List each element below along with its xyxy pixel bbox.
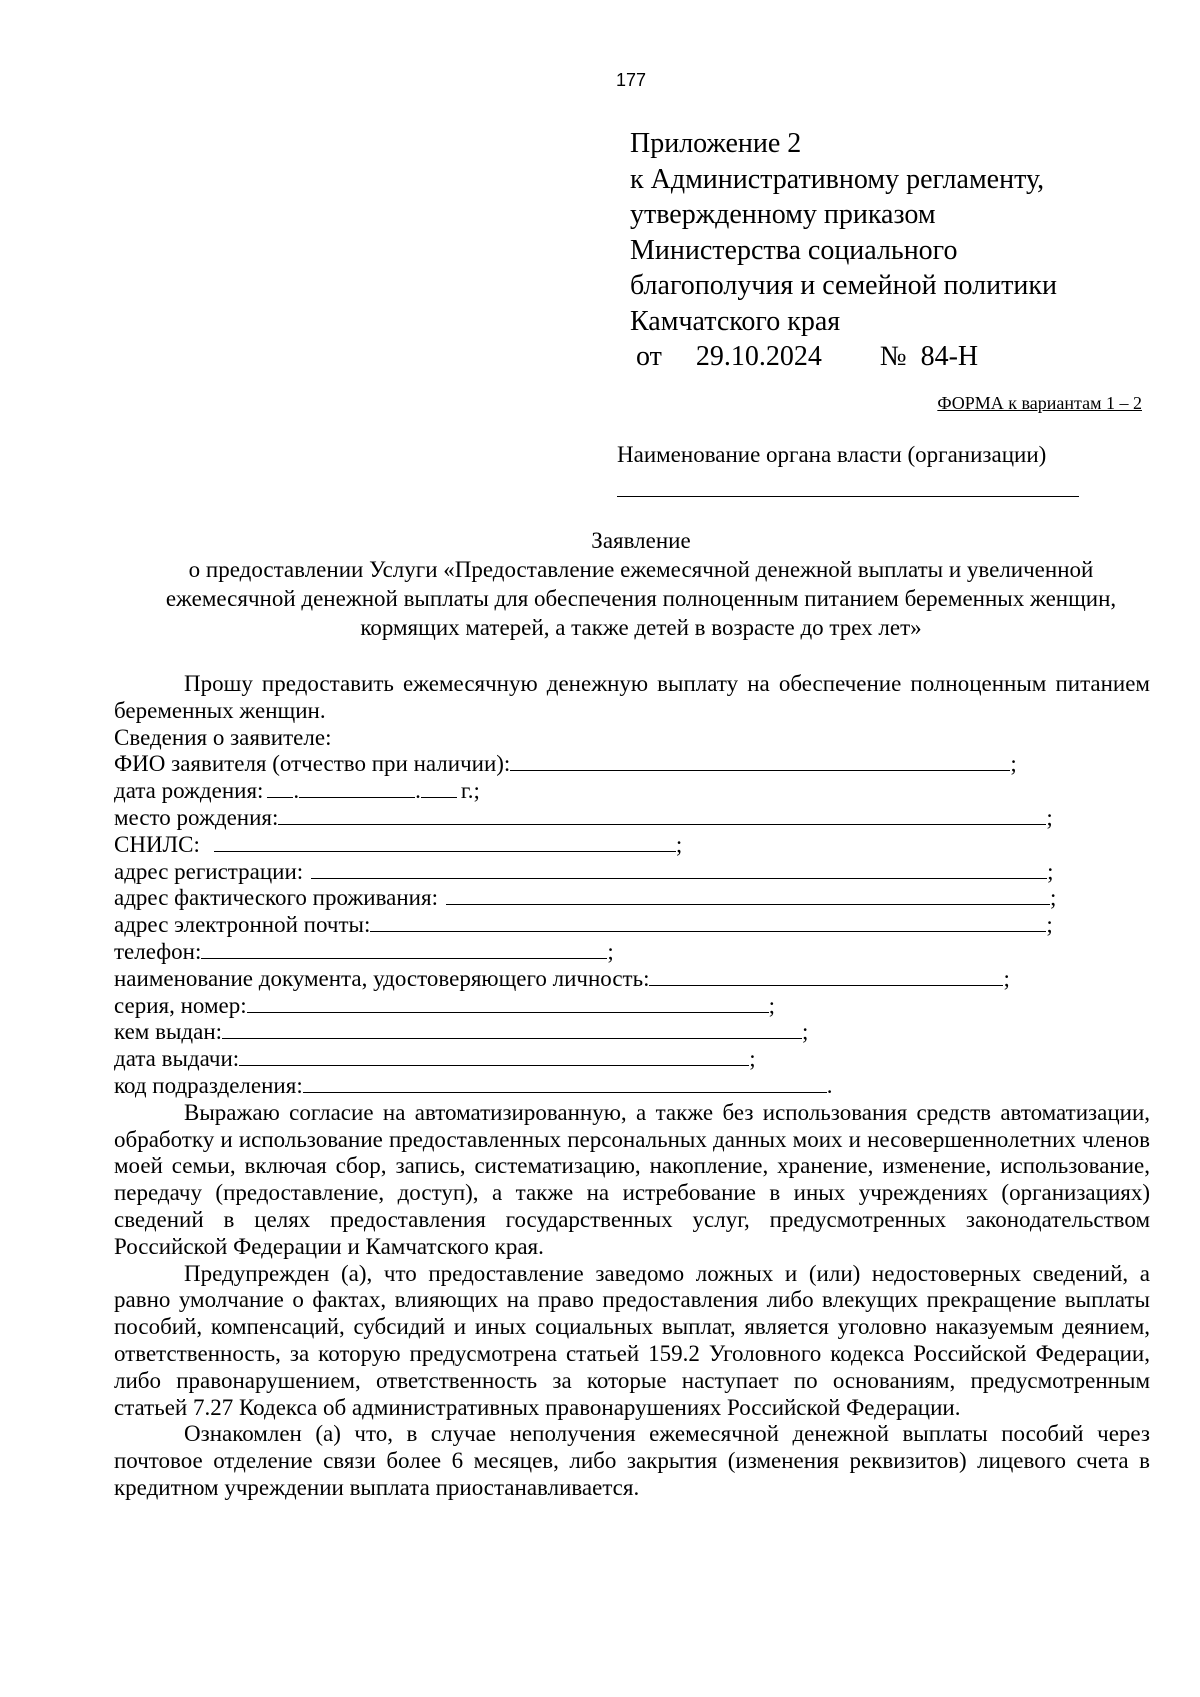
id-document-input-line[interactable] [649,967,1003,986]
division-code-input-line[interactable] [303,1074,827,1093]
reg-address-input-line[interactable] [311,860,1047,879]
appendix-line-3: утвержденному приказом [630,199,936,230]
acknowledgement-paragraph: Ознакомлен (а) что, в случае неполучения ежемесячной денежной выплаты пособий через почтовое отделение связи более 6 месяцев, либо закрытия (изменения реквизитов) лицевого счета в кредитном учреждении выплата приостанавливается. [114,1421,1150,1500]
birth-year-line[interactable] [421,779,457,798]
appendix-line-5: благополучия и семейной политики [630,270,1057,301]
request-paragraph: Прошу предоставить ежемесячную денежную выплату на обеспечение полноценным питанием беременных женщин. [114,671,1150,723]
order-date-number [630,339,1057,375]
title-heading: Заявление [591,528,691,553]
snils-label: СНИЛС: [114,831,200,857]
authority-name-line[interactable] [617,496,1079,497]
title-line-1: о предоставлении Услуги «Предоставление ежемесячной денежной выплаты и увеличенной [188,557,1094,582]
phone-field: телефон: ; [114,938,614,964]
email-label: адрес электронной почты: [114,912,371,938]
birth-month-line[interactable] [299,779,415,798]
series-number-label: серия, номер: [114,992,247,1018]
division-code-label: код подразделения: [114,1072,303,1098]
consent-paragraph: Выражаю согласие на автоматизированную, а также без использования средств автоматизации, обработку и использование предоставленных персональных данных моих и несовершеннолетних членов моей семьи, включая сбор, запись, систематизацию, накопление, хранение, изменение, использование, передачу (предоставление, доступ), а также на истребование в иных учреждениях (организациях) сведений в целях предоставления государственных услуг, предусмотренных законодательством Российской Федерации и Камчатского края. [114,1099,1150,1259]
birth-place-label: место рождения: [114,804,279,830]
appendix-block [630,126,1057,375]
issue-date-label: дата выдачи: [114,1046,240,1072]
fio-input-line[interactable] [510,752,1010,771]
reg-address-field: адрес регистрации: ; [114,858,1054,884]
issued-by-input-line[interactable] [222,1020,802,1039]
order-number-sign: № [879,341,907,372]
appendix-line-4: Министерства социального [630,234,958,266]
application-body [114,671,1150,1502]
phone-label: телефон: [114,938,202,964]
order-from-label: от [636,341,662,372]
actual-address-input-line[interactable] [446,886,1050,905]
title-line-2: ежемесячной денежной выплаты для обеспечения полноценным питанием беременных женщин, [165,586,1117,611]
appendix-line-6: Камчатского края [630,305,841,337]
issue-date-field: дата выдачи: ; [114,1046,756,1072]
email-input-line[interactable] [370,913,1046,932]
order-number: 84-Н [920,341,979,372]
issued-by-field: кем выдан: ; [114,1019,809,1045]
fio-field: ФИО заявителя (отчество при наличии): ; [114,751,1017,777]
division-code-field: код подразделения: . [114,1072,833,1098]
issued-by-label: кем выдан: [114,1019,223,1045]
snils-input-line[interactable] [214,833,676,852]
authority-name-label: Наименование органа власти (организации) [617,442,1047,467]
birth-date-field: дата рождения: . . г.; [114,778,480,804]
actual-address-field: адрес фактического проживания: ; [114,885,1057,911]
series-number-input-line[interactable] [247,994,769,1013]
reg-address-label: адрес регистрации: [114,858,304,884]
title-line-3: кормящих матерей, а также детей в возрасте до трех лет» [360,615,922,640]
fio-label: ФИО заявителя (отчество при наличии): [114,751,511,777]
id-document-field: наименование документа, удостоверяющего личность: ; [114,965,1010,991]
form-variant-label: ФОРМА к вариантам 1 – 2 [937,393,1142,413]
appendix-line-1: Приложение 2 [630,128,802,159]
birth-place-field: место рождения: ; [114,804,1053,830]
birth-date-label: дата рождения: [114,778,264,804]
order-date: 29.10.2024 [695,341,822,372]
birth-day-line[interactable] [267,779,293,798]
email-field: адрес электронной почты: ; [114,912,1053,938]
actual-address-label: адрес фактического проживания: [114,885,438,911]
appendix-line-2: к Административному регламенту, [630,163,1045,195]
series-number-field: серия, номер: ; [114,992,775,1018]
phone-input-line[interactable] [201,940,607,959]
snils-field: СНИЛС: ; [114,831,683,857]
birth-place-input-line[interactable] [278,806,1046,825]
applicant-heading: Сведения о заявителе: [114,724,332,750]
id-document-label: наименование документа, удостоверяющего личность: [114,965,650,991]
warning-paragraph: Предупрежден (а), что предоставление заведомо ложных и (или) недостоверных сведений, а равно умолчание о фактах, влияющих на право предоставления либо влекущих прекращение выплаты пособий, компенсаций, субсидий и иных социальных выплат, является уголовно наказуемым деянием, ответственность, за которую предусмотрена статьей 159.2 Уголовного кодекса Российской Федерации, либо правонарушением, ответственность за которые наступает по основаниям, предусмотренным статьей 7.27 Кодекса об административных правонарушениях Российской Федерации. [114,1260,1150,1420]
issue-date-input-line[interactable] [239,1047,749,1066]
page-number: 177 [615,70,647,90]
application-title [100,526,1182,642]
